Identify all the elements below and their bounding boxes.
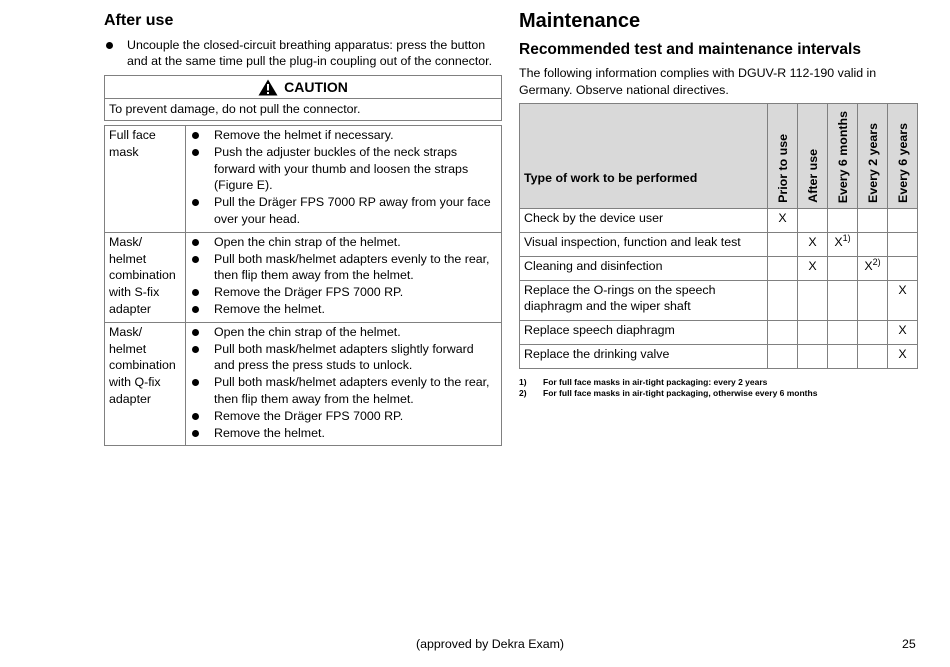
task-cell: Visual inspection, function and leak test (520, 233, 768, 257)
step-text: Pull both mask/helmet adapters slightly forward and press the press studs to unlock. (214, 341, 474, 373)
bullet-icon (192, 149, 199, 156)
interval-mark: $X^{1)}$ (828, 233, 858, 257)
table-row (520, 281, 918, 321)
approval-footer: (approved by Dekra Exam) (415, 637, 565, 651)
step-text: Push the adjuster buckles of the neck straps forward with your thumb and loosen the straps (Figure E). (214, 144, 469, 193)
interval-mark (798, 281, 828, 321)
step-text: Pull the Dräger FPS 7000 RP away from your face over your head. (214, 195, 491, 226)
interval-mark (888, 257, 918, 281)
interval-mark (768, 257, 798, 281)
table-row (520, 257, 918, 281)
interval-mark (858, 209, 888, 233)
uncouple-instruction (104, 37, 502, 69)
caution-box (104, 75, 502, 121)
table-row (105, 232, 502, 322)
step-text: Remove the Dräger FPS 7000 RP. (214, 408, 404, 423)
list-item (190, 301, 497, 318)
procedure-label: Mask/ helmet combination with Q-fix adapter (105, 322, 186, 446)
intro-text: The following information complies with DGUV-R 112-190 valid in Germany. Observe national directives. (519, 66, 877, 97)
interval-mark (858, 345, 888, 369)
interval-mark: X (888, 281, 918, 321)
list-item (190, 324, 497, 341)
list-item (190, 251, 497, 285)
task-cell: Cleaning and disinfection (520, 257, 768, 281)
footnote-text: For full face masks in air-tight packaging, otherwise every 6 months (543, 387, 818, 398)
maintenance-section (519, 10, 919, 398)
maintenance-heading: Maintenance (519, 10, 641, 32)
column-header-prior-to-use (768, 104, 798, 209)
bullet-icon (192, 379, 199, 386)
interval-mark: X (768, 209, 798, 233)
bullet-icon (192, 256, 199, 263)
interval-mark (888, 209, 918, 233)
interval-mark (768, 345, 798, 369)
column-header-every-2-years (858, 104, 888, 209)
interval-mark (828, 257, 858, 281)
table-row (105, 322, 502, 446)
list-item (190, 425, 497, 442)
bullet-icon (192, 430, 199, 437)
warning-triangle-icon (258, 79, 278, 96)
column-header-text: After use (805, 149, 820, 203)
caution-title: CAUTION (284, 79, 348, 95)
procedure-steps (186, 232, 502, 322)
column-header-after-use (798, 104, 828, 209)
task-cell: Replace speech diaphragm (520, 321, 768, 345)
interval-mark (798, 321, 828, 345)
bullet-icon (192, 329, 199, 336)
interval-mark: $X^{2)}$ (858, 257, 888, 281)
step-text: Remove the helmet if necessary. (214, 128, 394, 142)
interval-mark (888, 233, 918, 257)
list-item (190, 374, 497, 408)
interval-mark: X (888, 345, 918, 369)
step-text: Pull both mask/helmet adapters evenly to the rear, then flip them away from the helmet. (214, 251, 490, 283)
table-header-row (520, 104, 918, 209)
intervals-subheading: Recommended test and maintenance intervals (519, 41, 861, 58)
list-item (190, 127, 497, 144)
interval-mark (828, 281, 858, 321)
bullet-icon (192, 289, 199, 296)
list-item (190, 408, 497, 425)
step-text: Remove the helmet. (214, 425, 325, 440)
footnote-number: 2) (519, 387, 527, 398)
step-text: Remove the helmet. (214, 301, 325, 316)
bullet-icon (106, 42, 113, 49)
list-item (190, 144, 497, 194)
column-header-text: Every 6 months (835, 110, 850, 203)
procedure-label: Mask/ helmet combination with S-fix adapter (105, 232, 186, 322)
interval-mark (858, 321, 888, 345)
column-header-every-6-months (828, 104, 858, 209)
interval-mark: X (798, 257, 828, 281)
after-use-heading: After use (104, 12, 174, 29)
bullet-icon (192, 199, 199, 206)
procedure-steps (186, 322, 502, 446)
caution-header (105, 76, 501, 99)
interval-mark (768, 233, 798, 257)
table-row (520, 321, 918, 345)
table-row (520, 209, 918, 233)
maintenance-intervals-table (519, 103, 918, 369)
table-row (520, 345, 918, 369)
after-use-section (104, 12, 502, 446)
interval-mark (828, 345, 858, 369)
task-cell: Replace the drinking valve (520, 345, 768, 369)
interval-mark (858, 281, 888, 321)
list-item (190, 341, 497, 375)
footnotes (519, 377, 919, 398)
footnote-number: 1) (519, 377, 527, 387)
interval-mark (828, 209, 858, 233)
interval-mark: X (888, 321, 918, 345)
page-number: 25 (902, 637, 916, 651)
procedure-label: Full face mask (105, 126, 186, 233)
interval-mark (768, 281, 798, 321)
footnote (519, 388, 919, 399)
step-text: Pull both mask/helmet adapters evenly to the rear, then flip them away from the helmet. (214, 375, 490, 406)
caution-text: To prevent damage, do not pull the connector. (109, 102, 361, 116)
bullet-icon (192, 306, 199, 313)
interval-mark (858, 233, 888, 257)
interval-mark (828, 321, 858, 345)
list-item (190, 234, 497, 251)
column-header-text: Every 2 years (865, 123, 880, 203)
column-header-every-6-years (888, 104, 918, 209)
bullet-icon (192, 132, 199, 139)
interval-mark (798, 209, 828, 233)
step-text: Open the chin strap of the helmet. (214, 324, 401, 339)
table-row (105, 126, 502, 233)
list-item (190, 194, 497, 228)
bullet-icon (192, 239, 199, 246)
bullet-icon (192, 413, 199, 420)
column-header-text: Every 6 years (895, 123, 910, 203)
footnote (519, 377, 919, 388)
task-cell: Replace the O-rings on the speech diaphragm and the wiper shaft (520, 281, 768, 321)
column-header-text: Prior to use (775, 134, 790, 203)
bullet-icon (192, 346, 199, 353)
step-text: Remove the Dräger FPS 7000 RP. (214, 285, 404, 300)
footnote-text: For full face masks in air-tight packaging: every 2 years (543, 377, 768, 387)
procedure-steps (186, 126, 502, 233)
uncouple-text: Uncouple the closed-circuit breathing apparatus: press the button and at the same time pull the plug-in coupling out of the connector. (127, 38, 493, 68)
step-text: Open the chin strap of the helmet. (214, 234, 401, 249)
interval-mark (768, 321, 798, 345)
interval-mark: X (798, 233, 828, 257)
task-cell: Check by the device user (520, 209, 768, 233)
interval-mark (798, 345, 828, 369)
table-row (520, 233, 918, 257)
list-item (190, 284, 497, 301)
work-column-header: Type of work to be performed (520, 104, 768, 209)
after-use-procedure-table (104, 125, 502, 446)
